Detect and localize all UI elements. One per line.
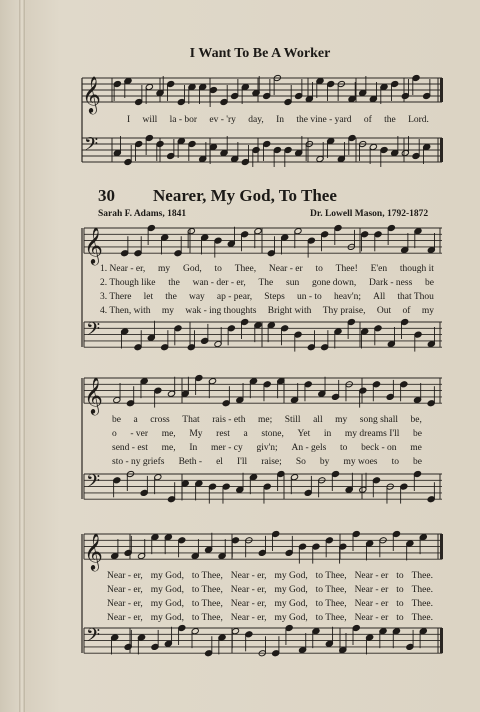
lyric-word: 3. There [100, 292, 132, 302]
lyric-word: in [323, 429, 332, 439]
lyric-line [100, 262, 434, 276]
lyric-word: to [396, 599, 404, 609]
lyric-word: my God, [274, 599, 308, 609]
lyric-word: song shall [359, 415, 399, 425]
lyric-word: Out [376, 306, 392, 316]
bass-clef: 𝄢 [86, 625, 101, 651]
lyric-word: my [161, 306, 175, 316]
lyric-word: let [143, 292, 154, 302]
lyric-word: Thee! [335, 264, 358, 274]
lyric-word: to Thee, [315, 571, 347, 581]
lyric-word: heav'n; [333, 292, 361, 302]
lyric-word: all [313, 415, 323, 425]
lyric-line [107, 569, 433, 583]
lyric-word: to Thee, [315, 585, 347, 595]
lyric-word: to [396, 585, 404, 595]
lyric-word: 4. Then, with [100, 306, 151, 316]
treble-clef: 𝄞 [84, 532, 103, 571]
h1-bass-final-thick [440, 138, 443, 162]
s3-treble-final-thick [440, 534, 443, 559]
lyric-word: cross [150, 415, 170, 425]
lyric-word: I'll [237, 457, 248, 467]
lyric-word: Thee. [411, 599, 433, 609]
lyric-word: the vine - yard [296, 115, 352, 125]
lyric-line [127, 113, 429, 127]
h1-treble-final-thick [440, 78, 443, 102]
lyric-word: Near - er [354, 585, 389, 595]
lyric-word: a [243, 429, 248, 439]
lyric-word: The [258, 278, 274, 288]
lyric-word: An - gels [291, 443, 327, 453]
lyric-word: mer - cy [211, 443, 243, 453]
lyric-word: 1. Near - er, [100, 264, 146, 274]
lyric-word: me; [257, 415, 273, 425]
treble-clef: 𝄞 [84, 376, 103, 415]
lyric-word: my God, [150, 613, 184, 623]
lyric-word: rest [216, 429, 230, 439]
lyric-word: Still [284, 415, 301, 425]
lyric-word: Beth - [178, 457, 203, 467]
lyric-line [107, 597, 433, 611]
lyric-line [112, 427, 422, 441]
lyric-word: All [373, 292, 386, 302]
lyric-word: to [315, 264, 323, 274]
lyric-line [107, 611, 433, 625]
lyric-word: my [421, 306, 434, 316]
lyric-word: So [295, 457, 306, 467]
lyric-word: Near - er [354, 613, 389, 623]
lyric-word: Near - er, [107, 613, 143, 623]
lyric-word: me, [161, 443, 176, 453]
lyric-word: Near - er, [230, 613, 267, 623]
hymn2-system3-lyrics [107, 569, 433, 625]
lyric-word: Thee. [411, 571, 433, 581]
lyric-word: the [165, 292, 177, 302]
lyric-word: to [214, 264, 222, 274]
lyric-word: that Thou [397, 292, 434, 302]
lyric-word: 2. Though like [100, 278, 156, 288]
lyric-word: stone, [261, 429, 284, 439]
hymn-number: 30 [98, 186, 115, 205]
lyric-word: be [112, 415, 121, 425]
treble-clef: 𝄞 [84, 226, 103, 265]
lyric-word: God, [182, 264, 202, 274]
bass-clef: 𝄢 [86, 319, 101, 345]
lyric-word: rais - eth [212, 415, 246, 425]
lyric-word: to Thee, [315, 613, 347, 623]
lyric-word: la - bor [169, 115, 198, 125]
lyric-word: sto - ny griefs [112, 457, 165, 467]
lyric-word: my God, [274, 571, 308, 581]
lyric-word: to [396, 613, 404, 623]
lyric-word: Near - er, [230, 585, 267, 595]
lyric-word: to [340, 443, 348, 453]
lyric-word: to [391, 457, 399, 467]
lyric-word: Near - er [354, 571, 389, 581]
lyric-word: to Thee, [191, 571, 223, 581]
hymn2-system1-lyrics [100, 262, 434, 318]
lyric-word: Near - er, [230, 599, 267, 609]
lyric-word: Near - er, [230, 571, 267, 581]
lyric-word: Yet [297, 429, 311, 439]
lyric-word: me, [161, 429, 176, 439]
lyric-word: my God, [150, 599, 184, 609]
lyric-word: o [112, 429, 117, 439]
lyric-word: wan - der - er, [192, 278, 246, 288]
lyric-word: In [276, 115, 285, 125]
lyric-word: Near - er [268, 264, 303, 274]
lyric-line [112, 455, 422, 469]
lyric-word: ev - 'ry [209, 115, 236, 125]
hymn1-lyrics [127, 113, 429, 127]
lyric-word: me [410, 443, 422, 453]
hymn2-system2-lyrics [112, 413, 422, 469]
hymn2-title: Nearer, My God, To Thee [153, 186, 337, 205]
lyric-line [100, 290, 434, 304]
lyric-word: my God, [150, 571, 184, 581]
lyric-line [112, 413, 422, 427]
lyric-line [100, 304, 434, 318]
lyric-word: my [158, 264, 171, 274]
lyric-word: my God, [274, 585, 308, 595]
lyric-word: raise; [261, 457, 282, 467]
lyric-word: Thee, [234, 264, 257, 274]
lyric-word: gone down, [311, 278, 357, 288]
lyric-word: be, [410, 415, 422, 425]
lyric-word: my God, [150, 585, 184, 595]
lyric-word: the [384, 115, 396, 125]
lyric-word: be [425, 278, 434, 288]
lyric-word: Thee. [411, 585, 433, 595]
lyric-word: I [127, 115, 131, 125]
lyric-word: beck - on [361, 443, 397, 453]
lyric-word: Steps [264, 292, 285, 302]
lyric-word: be [413, 457, 422, 467]
lyric-word: my God, [274, 613, 308, 623]
lyric-word: to Thee, [315, 599, 347, 609]
lyric-word: Near - er, [107, 571, 143, 581]
bass-clef: 𝄢 [86, 471, 101, 497]
lyric-word: sun [286, 278, 300, 288]
music-credit: Dr. Lowell Mason, 1792-1872 [310, 209, 429, 219]
lyric-word: to [396, 571, 404, 581]
lyric-word: send - est [112, 443, 148, 453]
lyric-word: a [133, 415, 138, 425]
lyric-word: Near - er, [107, 585, 143, 595]
lyric-word: Thy praise, [322, 306, 366, 316]
lyric-word: of [402, 306, 411, 316]
lyric-word: to Thee, [191, 613, 223, 623]
lyric-word: day, [248, 115, 264, 125]
lyric-line [112, 441, 422, 455]
lyric-word: In [189, 443, 198, 453]
lyric-line [107, 583, 433, 597]
lyric-word: my woes [343, 457, 378, 467]
lyric-word: wak - ing thoughts [185, 306, 257, 316]
lyric-word: Bright with [267, 306, 312, 316]
words-credit: Sarah F. Adams, 1841 [98, 209, 187, 219]
lyric-word: Thee. [411, 613, 433, 623]
bass-clef: 𝄢 [84, 134, 99, 160]
lyric-line [100, 276, 434, 290]
s3-bass-final-thick [440, 628, 443, 653]
lyric-word: the [168, 278, 180, 288]
lyric-word: That [182, 415, 200, 425]
lyric-word: will [142, 115, 158, 125]
lyric-word: E'en [370, 264, 388, 274]
lyric-word: My [189, 429, 203, 439]
lyric-word: my [335, 415, 348, 425]
treble-clef: 𝄞 [82, 75, 101, 113]
lyric-word: un - to [297, 292, 322, 302]
lyric-word: el [216, 457, 223, 467]
lyric-word: though it [399, 264, 434, 274]
lyric-word: ap - pear, [216, 292, 253, 302]
lyric-word: by [319, 457, 330, 467]
lyric-word: Dark - ness [369, 278, 413, 288]
lyric-word: Near - er [354, 599, 389, 609]
lyric-word: be [413, 429, 422, 439]
lyric-word: to Thee, [191, 585, 223, 595]
hymn1-title: I Want To Be A Worker [189, 46, 331, 61]
lyric-word: Near - er, [107, 599, 143, 609]
lyric-word: way [188, 292, 205, 302]
lyric-word: to Thee, [191, 599, 223, 609]
lyric-word: - ver [130, 429, 149, 439]
lyric-word: of [363, 115, 372, 125]
lyric-word: my dreams I'll [344, 429, 400, 439]
lyric-word: giv'n; [256, 443, 278, 453]
lyric-word: Lord. [408, 115, 429, 125]
